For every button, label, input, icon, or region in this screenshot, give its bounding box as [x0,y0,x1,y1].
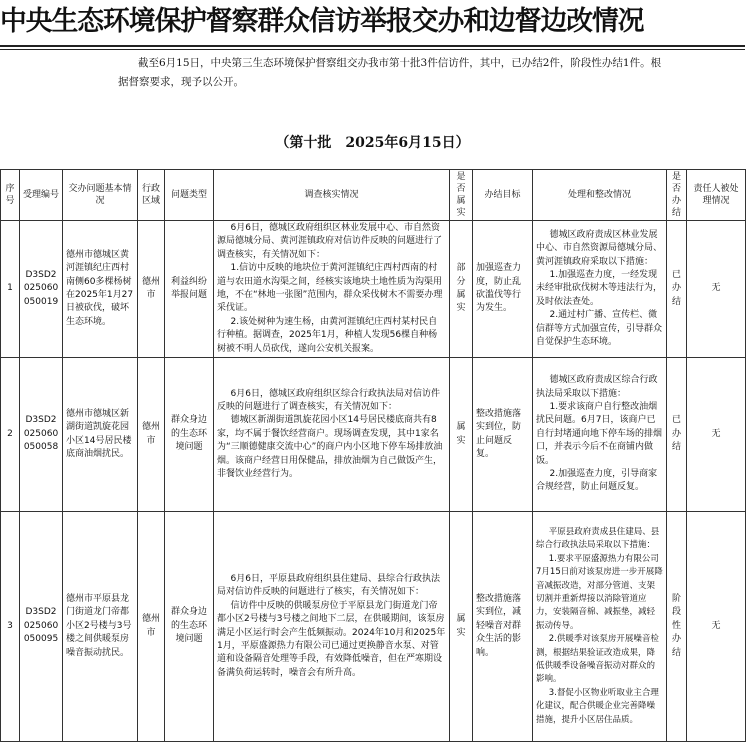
handling-paragraph: 2.供暖季对该泵房开展噪音检测，根据结果验证改造成果，降低供暖季设备噪音振动对群众的影响。 [536,634,659,685]
cell-handling [533,221,667,358]
cell-basic: 德州市平原县龙门街道龙门帝都小区2号楼与3号楼之间供暖泵房噪音振动扰民。 [63,512,138,742]
intro-paragraph: 截至6月15日，中央第三生态环境保护督察组交办我市第十批3件信访件，其中，已办结2件，阶段性办结1件。根据督察要求，现予以公开。 [118,57,662,88]
batch-subtitle: （第十批 2025年6月15日） [275,135,470,151]
handling-paragraph: 平原县政府责成县住建局、县综合行政执法局采取以下措施： [536,527,660,551]
cell-done: 已办结 [667,358,687,512]
title-rule-thick [0,45,745,47]
cell-handling [533,358,667,512]
cell-district: 德州市 [138,221,165,358]
cell-code: D3SD2025060050019 [20,221,63,358]
page-title: 中央生态环境保护督察群众信访举报交办和边督边改情况 [0,6,644,37]
handling-paragraph: 1.要求平原盛源热力有限公司7月15日前对该泵房进一步开展降音减振改造，对部分管道、支架切割并重新焊接以消除管道应力，安装隔音棉、减振垫，减轻振动传导。 [536,553,663,631]
table-row [1,221,746,358]
header-type: 问题类型 [165,170,214,221]
cell-code: D3SD2025060050058 [20,358,63,512]
cell-seq: 3 [1,512,20,742]
handling-paragraph: 1.要求该商户自行整改油烟扰民问题。6月7日，该商户已自行封堵通向地下停车场的排烟口，并表示今后不在商铺内做饭。 [536,402,663,466]
cell-person: 无 [687,512,746,742]
investigation-paragraph: 德城区新湖街道凯旋花园小区14号居民楼底商共有8家，均不属于餐饮经营商户。现场调查发现，其中1家名为“三顺德健康交流中心”的商户内小区地下停车场排放油烟。该商户经营日用保健品，排放油烟为自己做饭产生，非餐饮业经营行为。 [217,415,443,480]
header-investigation: 调查核实情况 [214,170,450,221]
header-truth: 是否属实 [450,170,473,221]
investigation-paragraph: 信访件中反映的供暖泵房位于平原县龙门街道龙门帝都小区2号楼与3号楼之间地下二层，在供暖期间，该泵房满足小区运行时会产生低频振动。2024年10月和2025年1月，平原盛源热力有限公司已通过更换静音水泵、对管道和设备隔音处理等手段，有效降低噪音，但在严寒期设备满负荷运转时，噪音会有所升高。 [217,600,446,678]
cell-goal: 整改措施落实到位，减轻噪音对群众生活的影响。 [473,512,533,742]
cell-truth: 属实 [450,358,473,512]
investigation-paragraph: 1.信访中反映的地块位于黄河涯镇纪庄西村西南的村道与农田道水沟渠之间，经核实该地块土地性质为沟渠用地，不在“林地一张图”范围内，群众采伐树木不需要办理采伐证。 [217,263,443,314]
cell-investigation [214,221,450,358]
cell-district: 德州市 [138,512,165,742]
cell-seq: 1 [1,221,20,358]
cell-code: D3SD2025060050095 [20,512,63,742]
cell-type: 群众身边的生态环境问题 [165,512,214,742]
cell-truth: 属实 [450,512,473,742]
investigation-paragraph: 2.该处树种为速生杨，由黄河涯镇纪庄西村某村民自行种植。据调查，2025年1月，种植人发现56棵自种杨树被不明人员砍伐，遂向公安机关报案。 [217,316,438,354]
table-row [1,512,746,742]
handling-paragraph: 2.加强巡查力度，引导商家合规经营，防止问题反复。 [536,469,658,493]
petition-table [0,169,746,742]
cell-goal: 整改措施落实到位，防止问题反复。 [473,358,533,512]
cell-district: 德州市 [138,358,165,512]
cell-investigation [214,512,450,742]
header-done: 是否办结 [667,170,687,221]
cell-basic: 德州市德城区新湖街道凯旋花园小区14号居民楼底商油烟扰民。 [63,358,138,512]
handling-paragraph: 3.督促小区物业听取业主合理化建议，配合供暖企业完善降噪措施，提升小区居住品质。 [536,687,659,725]
header-goal: 办结目标 [473,170,533,221]
cell-done: 已办结 [667,221,687,358]
handling-paragraph: 德城区政府责成区综合行政执法局采取以下措施： [536,375,658,399]
title-rule-thin [0,49,745,50]
investigation-paragraph: 6月6日，德城区政府组织区林业发展中心、市自然资源局德城分局、黄河涯镇政府对信访件反映的问题进行了调查核实，有关情况如下： [217,223,443,260]
cell-type: 群众身边的生态环境问题 [165,358,214,512]
investigation-paragraph: 6月6日，德城区政府组织区综合行政执法局对信访件反映的问题进行了调查核实，有关情况如下： [217,388,440,413]
header-district: 行政区域 [138,170,165,221]
header-code: 受理编号 [20,170,63,221]
cell-basic: 德州市德城区黄河涯镇纪庄西村南侧60多棵杨树在2025年1月27日被砍伐，破坏生态环境。 [63,221,138,358]
investigation-paragraph: 6月6日，平原县政府组织县住建局、县综合行政执法局对信访件反映的问题进行了核实，有关情况如下： [217,573,440,598]
cell-done: 阶段性办结 [667,512,687,742]
cell-type: 利益纠纷举报问题 [165,221,214,358]
cell-seq: 2 [1,358,20,512]
table-header-row [1,170,746,221]
handling-paragraph: 1.加强巡查力度，一经发现未经审批砍伐树木等违法行为，及时依法查处。 [536,269,663,307]
handling-paragraph: 德城区政府责成区林业发展中心、市自然资源局德城分局、黄河涯镇政府采取以下措施： [536,229,663,267]
handling-paragraph: 2.通过村广播、宣传栏、微信群等方式加强宣传，引导群众自觉保护生态环境。 [536,310,663,347]
cell-goal: 加强巡查力度，防止乱砍滥伐等行为发生。 [473,221,533,358]
cell-truth: 部分属实 [450,221,473,358]
header-seq: 序号 [1,170,20,221]
header-handling: 处理和整改情况 [533,170,667,221]
cell-investigation [214,358,450,512]
cell-person: 无 [687,358,746,512]
header-person: 责任人被处理情况 [687,170,746,221]
header-basic: 交办问题基本情况 [63,170,138,221]
cell-handling [533,512,667,742]
table-row [1,358,746,512]
cell-person: 无 [687,221,746,358]
